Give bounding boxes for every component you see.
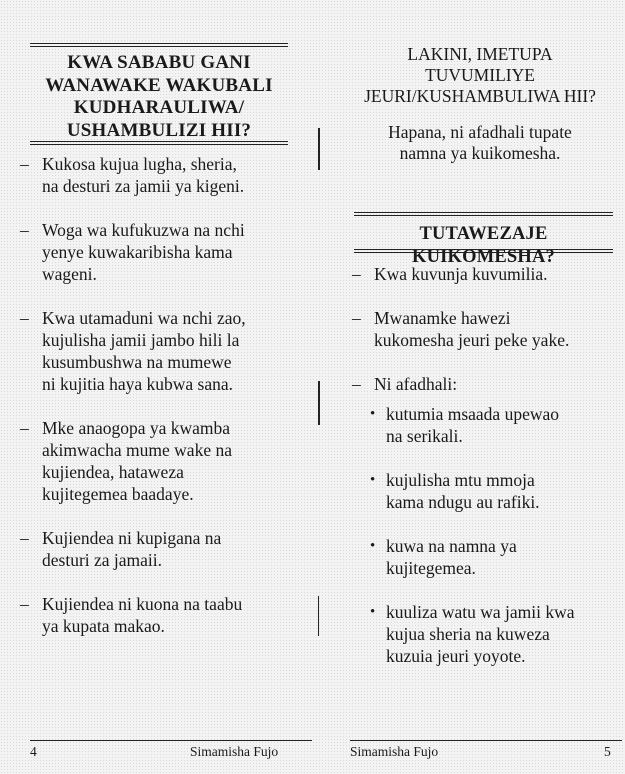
answer-line: Hapana, ni afadhali tupate [388,122,572,142]
dash-mark: – [20,418,29,438]
dash-mark: – [20,308,29,328]
bullet-mark: • [370,538,376,554]
heading-top-rule [30,43,288,47]
answer-line: namna ya kuikomesha. [399,143,561,163]
solutions-list [332,263,622,409]
item-line: kutumia msaada upewao [386,404,560,424]
item-line: Kujiendea ni kuona na taabu [42,594,243,614]
sub-list-item [332,535,625,579]
item-line: kujulisha jamii jambo hili la [42,330,240,350]
heading-line: WANAWAKE WAKUBALI [45,74,273,96]
item-line: desturi za jamaii. [42,550,163,570]
sub-list-item [332,403,625,447]
footer-rule [30,740,312,741]
left-heading [30,52,288,142]
heading-line: USHAMBULIZI HII? [66,119,252,141]
page-number: 4 [30,744,37,759]
heading-top-rule [354,212,613,216]
bullet-mark: • [370,472,376,488]
item-line: Kwa utamaduni wa nchi zao, [42,308,246,328]
item-line: Ni afadhali: [374,374,458,394]
dash-mark: – [352,308,361,328]
item-line: yenye kuwakaribisha kama [42,242,233,262]
dash-mark: – [20,154,29,174]
item-line: ya kupata makao. [42,616,165,636]
item-line: Woga wa kufukuzwa na nchi [42,220,245,240]
sub-list [332,403,625,689]
footer-title: Simamisha Fujo [190,744,279,759]
item-line: kujiendea, hataweza [42,462,184,482]
left-page [0,0,312,774]
footer-rule [350,740,622,741]
item-line: kusumbushwa na mumewe [42,352,232,372]
footer-title: Simamisha Fujo [350,744,439,759]
dash-mark: – [20,594,29,614]
item-line: na serikali. [386,426,463,446]
item-line: kujitegemea baadaye. [42,484,194,504]
list-item [0,307,300,395]
item-line: na desturi za jamii ya kigeni. [42,176,245,196]
item-line: kuwa na namna ya [386,536,517,556]
item-line: ni kujitia haya kubwa sana. [42,374,233,394]
question-line: LAKINI, IMETUPA [407,44,553,64]
list-item [0,219,300,285]
item-line: kuzuia jeuri yoyote. [386,646,526,666]
item-line: akimwacha mume wake na [42,440,232,460]
gutter-mark [318,596,319,636]
gutter-mark [318,128,320,170]
item-line: Mke anaogopa ya kwamba [42,418,231,438]
item-line: Kukosa kujua lugha, sheria, [42,154,237,174]
heading-bottom-rule [30,141,288,145]
question-line: JEURI/KUSHAMBULIWA HII? [364,86,596,106]
heading-line: KWA SABABU GANI [67,52,251,73]
answer-text [340,122,620,164]
right-page [322,0,625,774]
right-heading: TUTAWEZAJE KUIKOMESHA? [411,224,556,267]
gutter-mark [318,381,320,425]
bullet-mark: • [370,406,376,422]
list-item [0,417,300,505]
dash-mark: – [20,220,29,240]
bullet-mark: • [370,604,376,620]
item-line: kujua sheria na kuweza [386,624,550,644]
item-line: Kujiendea ni kupigana na [42,528,222,548]
list-item [0,527,300,571]
list-item [332,263,622,285]
dash-mark: – [352,374,361,394]
question-heading [340,44,620,107]
item-line: kuuliza watu wa jamii kwa [386,602,575,622]
heading-line: KUDHARAULIWA/ [73,97,245,118]
item-line: Kwa kuvunja kuvumilia. [374,264,548,284]
dash-mark: – [352,264,361,284]
item-line: wageni. [42,264,97,284]
page-number: 5 [604,744,611,759]
sub-list-item [332,469,625,513]
list-item [0,593,300,637]
list-item [332,307,622,351]
list-item [0,153,300,197]
sub-list-item [332,601,625,667]
item-line: Mwanamke hawezi [374,308,511,328]
item-line: kujulisha mtu mmoja [386,470,535,490]
reasons-list [0,153,300,659]
dash-mark: – [20,528,29,548]
item-line: kujitegemea. [386,558,476,578]
item-line: kama ndugu au rafiki. [386,492,540,512]
item-line: kukomesha jeuri peke yake. [374,330,570,350]
question-line: TUVUMILIYE [425,65,535,85]
list-item [332,373,622,395]
heading-bottom-rule [354,249,613,253]
